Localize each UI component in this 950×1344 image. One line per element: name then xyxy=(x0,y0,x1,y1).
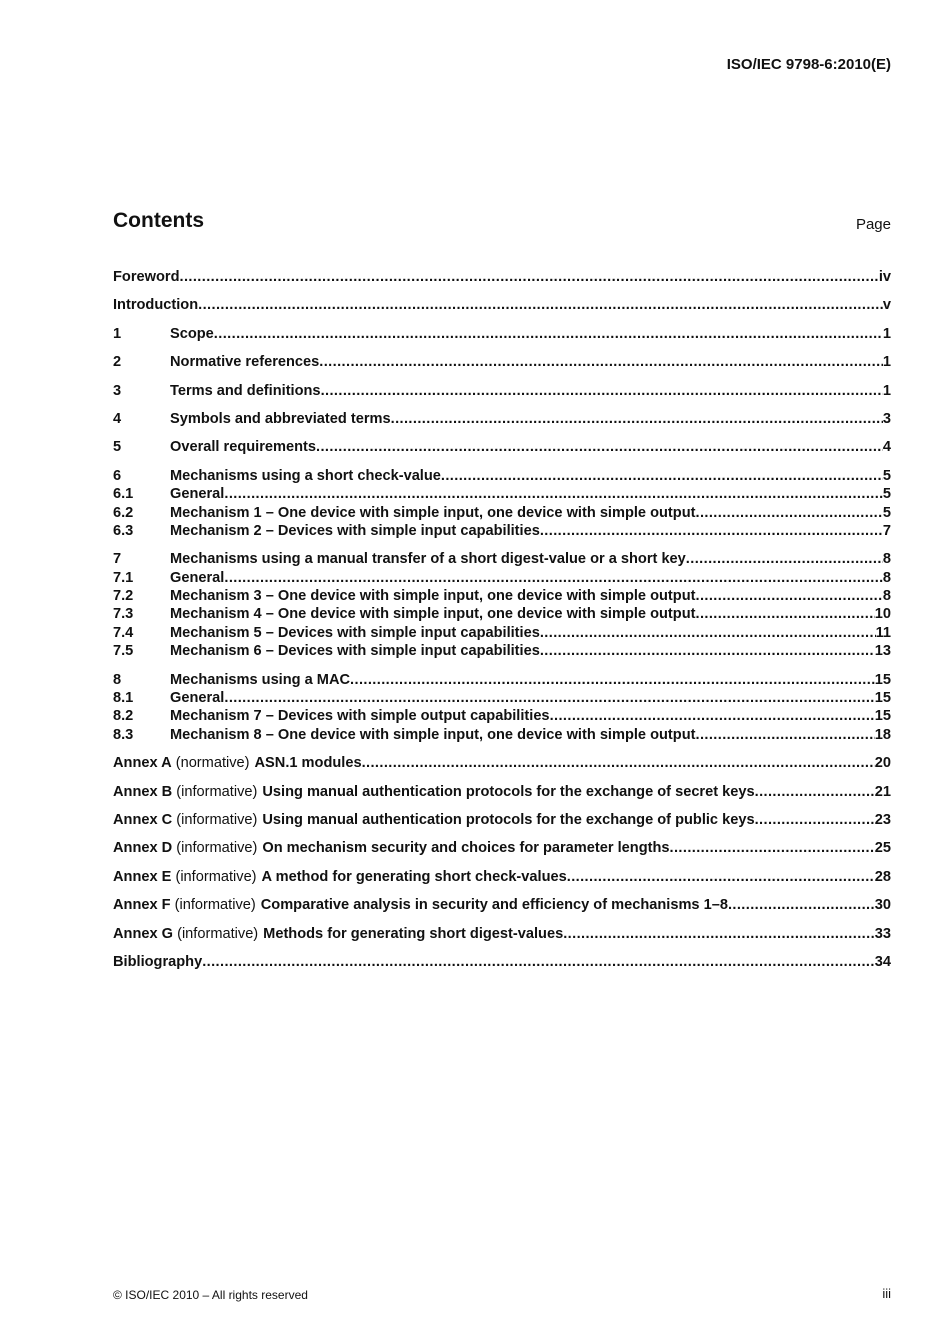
toc-leader-dots xyxy=(391,410,883,428)
toc-entry-number: 3 xyxy=(113,382,122,399)
toc-entry-number: 6.3 xyxy=(113,522,134,539)
annex-type xyxy=(172,754,250,772)
toc-entry-annex-e[interactable] xyxy=(113,868,891,886)
annex-label: Annex C xyxy=(113,811,173,828)
toc-entry-page: 5 xyxy=(882,486,891,503)
annex-type xyxy=(171,868,256,886)
toc-entry-number: 8 xyxy=(113,671,122,688)
annex-label: Annex A xyxy=(113,755,172,772)
toc-entry-title: Mechanism 8 – One device with simple input, one device with simple output xyxy=(170,726,696,743)
page-column-label: Page xyxy=(855,216,891,233)
toc-leader-dots xyxy=(695,726,874,744)
toc-entry-annex-f[interactable] xyxy=(113,896,891,914)
annex-label: Annex G xyxy=(113,925,174,942)
toc-leader-dots xyxy=(441,467,883,485)
toc-entry-page: 3 xyxy=(882,410,891,427)
toc-entry-page: 30 xyxy=(874,897,891,914)
toc-group-annex-e xyxy=(113,868,891,886)
annex-type xyxy=(173,925,258,943)
toc-entry-number: 7.3 xyxy=(113,606,134,623)
toc-entry-annex-c[interactable] xyxy=(113,811,891,829)
toc-leader-dots xyxy=(224,689,874,707)
toc-group-foreword xyxy=(113,268,891,286)
toc-entry-title: Mechanism 5 – Devices with simple input capabilities xyxy=(170,624,540,641)
toc-entry-number: 7.2 xyxy=(113,588,134,605)
annex-type-text: (informative) xyxy=(176,783,258,800)
toc-entry-page: 13 xyxy=(874,643,891,660)
toc-entry-title: General xyxy=(170,690,225,707)
toc-entry-scope[interactable] xyxy=(113,325,891,343)
annex-type-text: (informative) xyxy=(176,811,258,828)
annex-type-text: (informative) xyxy=(175,868,257,885)
annex-label: Annex B xyxy=(113,783,173,800)
toc-entry-section-6-3[interactable] xyxy=(113,522,891,540)
toc-leader-dots xyxy=(695,587,882,605)
toc-leader-dots xyxy=(350,671,875,689)
toc-entry-page: 34 xyxy=(874,953,891,970)
toc-group-3 xyxy=(113,382,891,400)
toc-group-introduction xyxy=(113,296,891,314)
toc-entry-page: 7 xyxy=(882,522,891,539)
toc-entry-page: iv xyxy=(878,269,891,285)
toc-entry-page: 28 xyxy=(874,868,891,885)
toc-group-annex-f xyxy=(113,896,891,914)
toc-entry-page: 11 xyxy=(875,624,891,641)
toc-entry-number: 7.4 xyxy=(113,624,134,641)
annex-type-text: (informative) xyxy=(177,925,259,942)
toc-entry-section-7[interactable] xyxy=(113,550,891,568)
toc-entry-page: 20 xyxy=(874,755,891,772)
toc-entry-title: Introduction xyxy=(113,297,199,314)
toc-leader-dots xyxy=(540,642,875,660)
annex-type-text: (normative) xyxy=(175,755,250,772)
toc-entry-number: 4 xyxy=(113,410,122,427)
toc-entry-number: 7.1 xyxy=(113,569,134,586)
toc-entry-page: 8 xyxy=(882,569,891,586)
toc-entry-title: Mechanisms using a MAC xyxy=(170,671,351,688)
toc-leader-dots xyxy=(202,953,875,971)
toc-entry-title: On mechanism security and choices for parameter lengths xyxy=(262,840,670,857)
annex-label: Annex E xyxy=(113,868,172,885)
toc-leader-dots xyxy=(224,485,883,503)
toc-entry-title: Using manual authentication protocols for the exchange of secret keys xyxy=(262,783,755,800)
footer-page-number: iii xyxy=(882,1286,891,1301)
toc-group-annex-g xyxy=(113,925,891,943)
toc-entry-terms-definitions[interactable] xyxy=(113,382,891,400)
toc-leader-dots xyxy=(670,839,875,857)
toc-entry-title: Mechanism 4 – One device with simple input, one device with simple output xyxy=(170,606,696,623)
toc-entry-page: 18 xyxy=(874,726,891,743)
toc-leader-dots xyxy=(695,504,882,522)
toc-entry-symbols[interactable] xyxy=(113,410,891,428)
toc-leader-dots xyxy=(540,522,883,540)
toc-entry-section-6-2[interactable] xyxy=(113,504,891,522)
toc-leader-dots xyxy=(316,438,883,456)
toc-entry-page: 15 xyxy=(874,690,891,707)
annex-label: Annex D xyxy=(113,840,173,857)
toc-entry-page: v xyxy=(882,297,891,314)
toc-leader-dots xyxy=(214,325,883,343)
annex-type-text: (informative) xyxy=(176,840,258,857)
toc-group-bibliography xyxy=(113,953,891,971)
toc-entry-title: Mechanisms using a manual transfer of a short digest-value or a short key xyxy=(170,551,686,568)
toc-leader-dots xyxy=(563,925,875,943)
toc-group-annex-d xyxy=(113,839,891,857)
toc-entry-annex-a[interactable] xyxy=(113,754,891,772)
toc-entry-number: 8.3 xyxy=(113,726,134,743)
toc-entry-page: 15 xyxy=(874,708,891,725)
toc-leader-dots xyxy=(695,605,874,623)
toc-entry-annex-b[interactable] xyxy=(113,783,891,801)
toc-entry-page: 25 xyxy=(874,840,891,857)
toc-entry-title: A method for generating short check-values xyxy=(261,868,567,885)
toc-entry-title: Scope xyxy=(170,325,214,342)
toc-entry-title: Bibliography xyxy=(113,953,203,970)
toc-entry-title: Methods for generating short digest-values xyxy=(263,925,564,942)
toc-entry-number: 2 xyxy=(113,354,122,371)
table-of-contents xyxy=(113,268,891,981)
toc-entry-title: Using manual authentication protocols for the exchange of public keys xyxy=(262,811,755,828)
toc-entry-section-7-1[interactable] xyxy=(113,569,891,587)
toc-entry-annex-d[interactable] xyxy=(113,839,891,857)
toc-entry-section-8-1[interactable] xyxy=(113,689,891,707)
annex-type xyxy=(172,783,257,801)
toc-entry-title: ASN.1 modules xyxy=(254,755,362,772)
toc-entry-section-8-3[interactable] xyxy=(113,726,891,744)
toc-group-annex-c xyxy=(113,811,891,829)
toc-entry-page: 1 xyxy=(882,382,891,399)
annex-type xyxy=(171,896,256,914)
toc-leader-dots xyxy=(755,783,875,801)
toc-group-6 xyxy=(113,467,891,541)
toc-entry-section-6-1[interactable] xyxy=(113,485,891,503)
toc-entry-number: 6.1 xyxy=(113,486,134,503)
toc-entry-title: Mechanism 7 – Devices with simple output capabilities xyxy=(170,708,550,725)
toc-entry-annex-g[interactable] xyxy=(113,925,891,943)
toc-entry-title: Overall requirements xyxy=(170,439,317,456)
footer-copyright: © ISO/IEC 2010 – All rights reserved xyxy=(113,1288,308,1302)
toc-entry-title: Foreword xyxy=(113,269,180,285)
toc-entry-section-7-2[interactable] xyxy=(113,587,891,605)
toc-entry-page: 1 xyxy=(882,325,891,342)
toc-leader-dots xyxy=(321,382,883,400)
toc-group-7 xyxy=(113,550,891,660)
toc-leader-dots xyxy=(224,569,883,587)
toc-group-4 xyxy=(113,410,891,428)
toc-entry-page: 8 xyxy=(882,588,891,605)
toc-leader-dots xyxy=(198,296,883,314)
toc-entry-section-8[interactable] xyxy=(113,671,891,689)
annex-type-text: (informative) xyxy=(174,897,256,914)
toc-group-1 xyxy=(113,325,891,343)
toc-entry-page: 10 xyxy=(874,606,891,623)
toc-entry-number: 1 xyxy=(113,325,122,342)
toc-entry-number: 7 xyxy=(113,551,122,568)
toc-leader-dots xyxy=(686,550,883,568)
toc-entry-number: 8.2 xyxy=(113,708,134,725)
toc-entry-section-8-2[interactable] xyxy=(113,707,891,725)
toc-entry-title: General xyxy=(170,486,225,503)
toc-entry-title: Symbols and abbreviated terms xyxy=(170,410,391,427)
toc-group-5 xyxy=(113,438,891,456)
toc-entry-page: 5 xyxy=(882,504,891,521)
toc-leader-dots xyxy=(567,868,875,886)
toc-entry-title: Mechanism 2 – Devices with simple input capabilities xyxy=(170,522,540,539)
toc-entry-section-7-4[interactable] xyxy=(113,624,891,642)
toc-leader-dots xyxy=(319,353,883,371)
toc-entry-introduction[interactable] xyxy=(113,296,891,314)
toc-entry-page: 5 xyxy=(882,467,891,484)
toc-entry-title: Mechanisms using a short check-value xyxy=(170,467,441,484)
annex-type xyxy=(172,839,257,857)
toc-entry-normative-references[interactable] xyxy=(113,353,891,371)
toc-entry-number: 6 xyxy=(113,467,122,484)
toc-entry-page: 8 xyxy=(882,551,891,568)
toc-entry-title: Normative references xyxy=(170,354,320,371)
toc-entry-page: 1 xyxy=(882,354,891,371)
toc-entry-page: 23 xyxy=(874,811,891,828)
toc-entry-number: 5 xyxy=(113,439,122,456)
toc-leader-dots xyxy=(755,811,875,829)
toc-group-2 xyxy=(113,353,891,371)
toc-entry-page: 15 xyxy=(874,671,891,688)
toc-entry-title: General xyxy=(170,569,225,586)
toc-leader-dots xyxy=(179,268,878,286)
annex-type xyxy=(172,811,257,829)
toc-entry-foreword[interactable] xyxy=(113,268,891,286)
toc-entry-title: Mechanism 3 – One device with simple input, one device with simple output xyxy=(170,588,696,605)
toc-leader-dots xyxy=(540,624,876,642)
toc-entry-section-7-5[interactable] xyxy=(113,642,891,660)
toc-entry-page: 4 xyxy=(882,439,891,456)
toc-group-8 xyxy=(113,671,891,745)
toc-entry-section-7-3[interactable] xyxy=(113,605,891,623)
toc-entry-section-6[interactable] xyxy=(113,467,891,485)
toc-entry-overall-requirements[interactable] xyxy=(113,438,891,456)
toc-entry-number: 6.2 xyxy=(113,504,134,521)
toc-leader-dots xyxy=(550,707,875,725)
toc-group-annex-b xyxy=(113,783,891,801)
toc-leader-dots xyxy=(362,754,875,772)
annex-label: Annex F xyxy=(113,897,171,914)
toc-entry-title: Comparative analysis in security and efficiency of mechanisms 1–8 xyxy=(260,897,728,914)
toc-entry-number: 7.5 xyxy=(113,643,134,660)
toc-entry-number: 8.1 xyxy=(113,690,134,707)
toc-entry-bibliography[interactable] xyxy=(113,953,891,971)
toc-leader-dots xyxy=(728,896,875,914)
toc-entry-title: Terms and definitions xyxy=(170,382,321,399)
document-id: ISO/IEC 9798-6:2010(E) xyxy=(726,56,891,73)
contents-heading: Contents xyxy=(113,209,204,232)
toc-entry-page: 21 xyxy=(874,783,891,800)
toc-entry-title: Mechanism 1 – One device with simple input, one device with simple output xyxy=(170,504,696,521)
toc-group-annex-a xyxy=(113,754,891,772)
toc-entry-page: 33 xyxy=(874,925,891,942)
toc-entry-title: Mechanism 6 – Devices with simple input capabilities xyxy=(170,643,540,660)
